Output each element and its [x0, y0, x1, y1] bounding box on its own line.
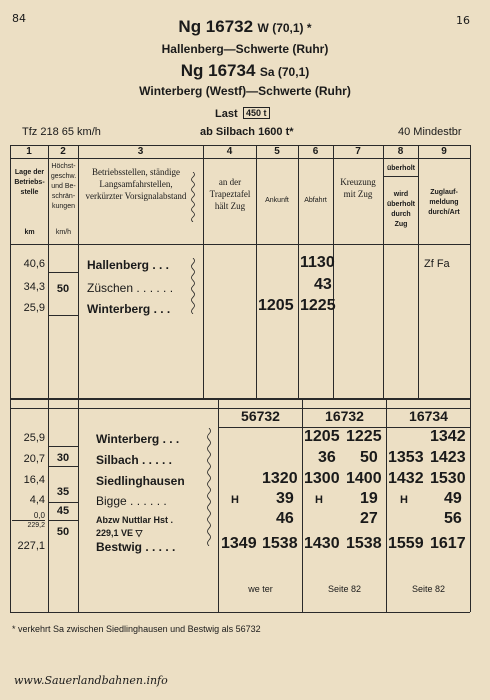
top-station-1: Hallenberg . . . — [87, 258, 170, 272]
top-station-3: Winterberg . . . — [87, 302, 171, 316]
t1-bestwig-dep: 1538 — [262, 535, 298, 552]
t3-nuttlar-dep: 56 — [444, 510, 462, 527]
train-header-1: 56732 — [241, 408, 280, 424]
col8-header: wird überholt durch Zug — [387, 191, 415, 228]
col2-unit: km/h — [55, 229, 72, 236]
station-bestwig: Bestwig . . . . . — [96, 540, 176, 554]
km-229: 229,2 — [27, 522, 45, 529]
t3-silbach-dep: 1423 — [430, 449, 466, 466]
foot-cell-2: Seite 82 — [327, 584, 362, 594]
top-speed: 50 — [56, 283, 70, 295]
top-station-2: Züschen . . . . . . — [87, 281, 174, 295]
top-km-1: 40,6 — [23, 258, 45, 270]
col-num-9: 9 — [441, 146, 447, 157]
km-winterberg: 25,9 — [23, 432, 45, 444]
t1-nuttlar-dep: 46 — [276, 510, 294, 527]
last-label: Last — [215, 108, 238, 120]
col-num-6: 6 — [312, 146, 319, 157]
t2-bestwig-arr: 1430 — [304, 535, 340, 552]
t3-winterberg-dep: 1342 — [430, 428, 466, 445]
speed-bestwig: 50 — [56, 526, 70, 538]
col-num-3: 3 — [137, 146, 144, 157]
t2-bigge-dep: 19 — [360, 490, 378, 507]
col8-top: überholt — [387, 165, 415, 172]
col-num-4: 4 — [226, 146, 233, 157]
km-silbach: 20,7 — [23, 453, 45, 465]
watermark: www.Sauerlandbahnen.info — [14, 674, 168, 687]
t3-bestwig-arr: 1559 — [388, 535, 424, 552]
t1-bigge-dep: 39 — [276, 490, 294, 507]
col1-unit: km — [24, 229, 35, 236]
top-note: Zf Fa — [424, 258, 450, 270]
t2-nuttlar-dep: 27 — [360, 510, 378, 527]
col5-header: Ankunft — [265, 197, 289, 204]
t2-bigge-halt: H — [315, 494, 323, 506]
col-num-7: 7 — [355, 146, 361, 157]
station-nuttlar: Abzw Nuttlar Hst . — [96, 515, 174, 525]
t3-bestwig-dep: 1617 — [430, 535, 466, 552]
col-num-2: 2 — [60, 146, 66, 157]
station-siedlinghausen: Siedlinghausen — [96, 474, 185, 488]
km-bigge: 4,4 — [29, 494, 45, 506]
t3-siedlinghausen-arr: 1432 — [388, 470, 424, 487]
tfz-info: Tfz 218 65 km/h — [22, 126, 101, 138]
mindestbr: 40 Mindestbr — [398, 126, 462, 138]
t3-siedlinghausen-dep: 1530 — [430, 470, 466, 487]
t3-bigge-halt: H — [400, 494, 408, 506]
top-dep-2: 43 — [314, 276, 332, 293]
top-km-2: 34,3 — [23, 281, 45, 293]
t2-siedlinghausen-arr: 1300 — [304, 470, 340, 487]
km-siedlinghausen: 16,4 — [23, 474, 45, 486]
t2-winterberg-dep: 1225 — [346, 428, 382, 445]
top-dep-3: 1225 — [300, 297, 336, 314]
t2-siedlinghausen-dep: 1400 — [346, 470, 382, 487]
station-winterberg: Winterberg . . . — [96, 432, 180, 446]
col-num-1: 1 — [26, 146, 32, 157]
top-dep-1: 1130 — [300, 254, 335, 271]
station-bigge: Bigge . . . . . . — [96, 494, 167, 508]
t3-silbach-arr: 1353 — [388, 449, 424, 466]
top-km-3: 25,9 — [23, 302, 45, 314]
route1: Hallenberg—Schwerte (Ruhr) — [161, 42, 329, 56]
t1-bestwig-arr: 1349 — [221, 535, 257, 552]
foot-cell-1: we ter — [248, 584, 273, 594]
wavy-line-icon — [190, 258, 196, 314]
station-silbach: Silbach . . . . . — [96, 453, 173, 467]
t2-silbach-dep: 50 — [360, 449, 378, 466]
footnote: * verkehrt Sa zwischen Siedlinghausen und Bestwig als 56732 — [12, 624, 261, 634]
col4-header: an der Trapeztafel hält Zug — [209, 177, 251, 211]
t1-siedlinghausen-arr: 1320 — [262, 470, 298, 487]
col1-header: Lage der Betriebsstelle — [14, 169, 45, 196]
col3-header: Betriebsstellen, ständige Langsamfahrstellen, verkürzter Vorsignalabstand — [85, 167, 187, 201]
wavy-line-icon — [190, 172, 196, 222]
train2-heading: Ng 16734 Sa (70,1) — [180, 61, 310, 80]
col-num-5: 5 — [274, 146, 280, 157]
col9-header: Zuglaufmeldung durch/Art — [428, 189, 460, 216]
page-number-left: 84 — [12, 12, 26, 25]
top-arr-3: 1205 — [258, 297, 294, 314]
t1-bigge-halt: H — [231, 494, 239, 506]
speed-silbach: 30 — [56, 452, 70, 464]
train-header-3: 16734 — [409, 408, 448, 424]
wavy-line-icon — [206, 428, 212, 546]
t2-silbach-arr: 36 — [318, 449, 336, 466]
foot-cell-3: Seite 82 — [411, 584, 446, 594]
speed-nuttlar: 45 — [56, 505, 70, 517]
route2: Winterberg (Westf)—Schwerte (Ruhr) — [139, 84, 351, 98]
last-box: 450 t — [243, 107, 270, 119]
col-num-8: 8 — [397, 146, 404, 157]
t2-winterberg-arr: 1205 — [304, 428, 340, 445]
station-ve: 229,1 VE ▽ — [96, 528, 143, 538]
km-nuttlar: 0,0 — [33, 511, 45, 520]
ab-silbach: ab Silbach 1600 t* — [200, 126, 294, 138]
t2-bestwig-dep: 1538 — [346, 535, 382, 552]
speed-bigge: 35 — [56, 486, 70, 498]
train1-heading: Ng 16732 W (70,1) * — [178, 17, 312, 36]
train-header-2: 16732 — [325, 408, 364, 424]
col2-header: Höchstgeschw. und Beschränkungen — [50, 163, 77, 210]
km-bestwig: 227,1 — [17, 540, 45, 552]
col6-header: Abfahrt — [304, 197, 327, 204]
col7-header: Kreuzung mit Zug — [340, 177, 376, 199]
t3-bigge-dep: 49 — [444, 490, 462, 507]
page-number-right: 16 — [456, 14, 470, 27]
